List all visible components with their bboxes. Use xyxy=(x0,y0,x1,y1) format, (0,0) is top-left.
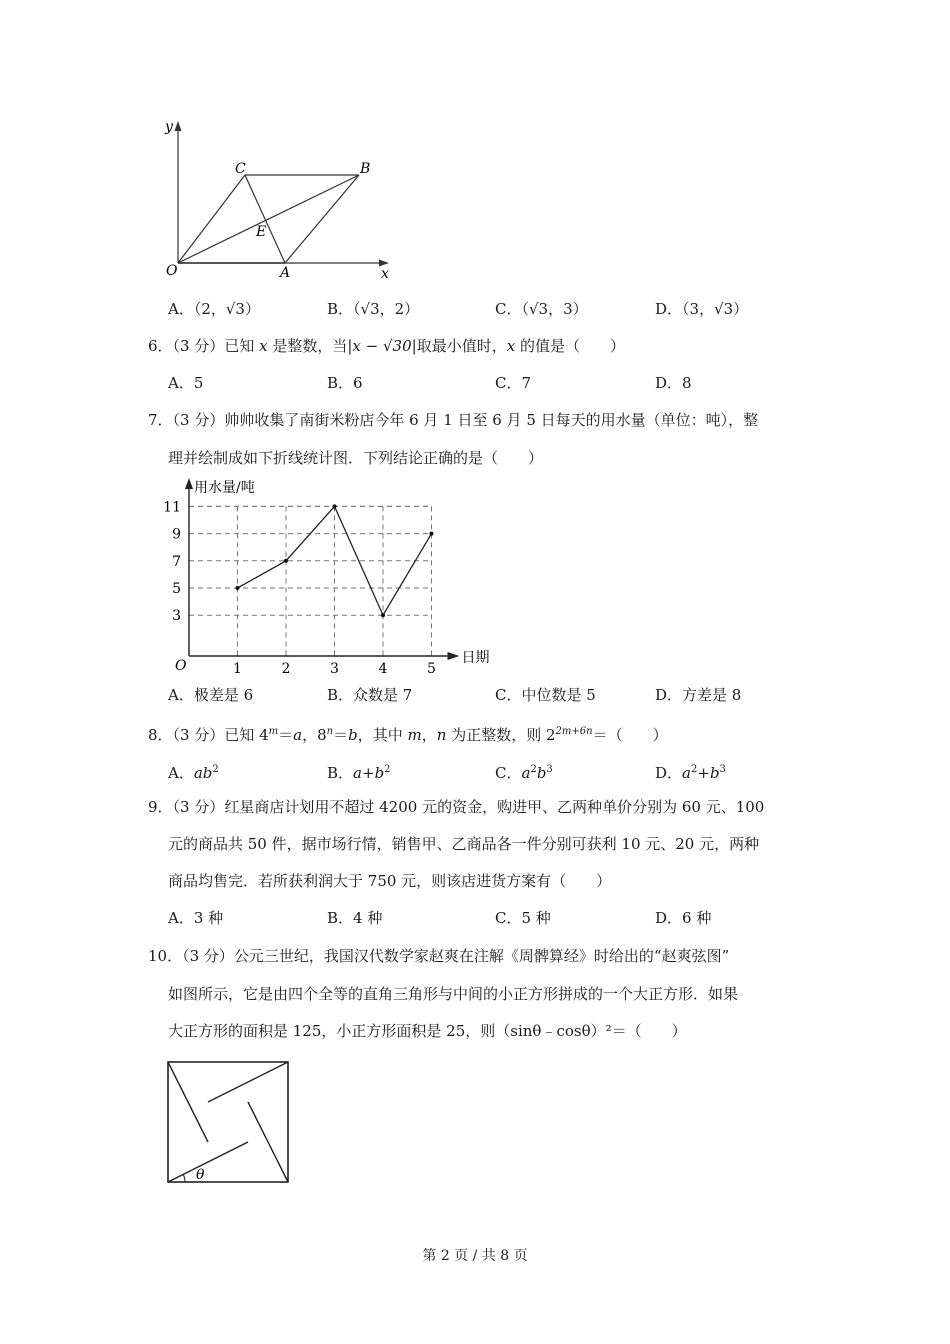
q8-option-d: D．$a^2+b^3$ xyxy=(655,764,726,782)
q9-option-b: B．4 种 xyxy=(327,909,383,927)
q10-zhao-shuang-figure xyxy=(165,1058,293,1186)
point-label-C: C xyxy=(235,161,246,177)
q5-option-a: A．（2，√3） xyxy=(168,300,260,318)
y-tick-label: 11 xyxy=(163,499,181,516)
q9-stem-line1: 9．（3 分）红星商店计划用不超过 4200 元的资金，购进甲、乙两种单价分别为 60 元、100 xyxy=(148,798,765,816)
q5-figure xyxy=(155,115,405,285)
q8-option-c: C．$a^2b^3$ xyxy=(495,764,553,782)
page-footer: 第 2 页 / 共 8 页 xyxy=(422,1248,528,1264)
x-tick-label: 5 xyxy=(427,661,436,677)
q9-stem-line3: 商品均售完．若所获利润大于 750 元，则该店进货方案有（ ） xyxy=(168,872,612,890)
q6-option-b: B．6 xyxy=(327,374,363,392)
q6-option-d: D．8 xyxy=(655,374,692,392)
data-point xyxy=(333,504,337,508)
point-label-E: E xyxy=(256,224,267,240)
axis-label-y: y xyxy=(165,119,173,135)
q7-stem-line1: 7．（3 分）帅帅收集了南街米粉店今年 6 月 1 日至 6 月 5 日每天的用水量（单位：吨），整 xyxy=(148,411,759,429)
x-axis-arrow xyxy=(448,652,460,660)
q10-stem-line2: 如图所示，它是由四个全等的直角三角形与中间的小正方形拼成的一个大正方形．如果 xyxy=(168,985,739,1003)
data-point xyxy=(284,559,288,563)
q8-stem: 8．（3 分）已知 $4^m=a$，$8^n=b$，其中 m，n 为正整数，则 $2^{2m+6n}=$（ ） xyxy=(148,726,668,744)
q8-option-b: B．$a+b^2$ xyxy=(327,764,391,782)
theta-label: θ xyxy=(196,1167,205,1183)
x-tick-label: 2 xyxy=(281,661,291,677)
q9-option-d: D．6 种 xyxy=(655,909,712,927)
data-point xyxy=(236,586,240,590)
q7-option-b: B．众数是 7 xyxy=(327,686,413,704)
q10-stem-line1: 10．（3 分）公元三世纪，我国汉代数学家赵爽在注解《周髀算经》时给出的“赵爽弦图” xyxy=(148,947,730,965)
q6-option-a: A．5 xyxy=(168,374,204,392)
y-tick-label: 5 xyxy=(172,581,181,597)
q9-option-c: C．5 种 xyxy=(495,909,551,927)
x-tick-label: 4 xyxy=(378,661,388,677)
q7-option-a: A．极差是 6 xyxy=(168,686,254,704)
x-tick-label: 1 xyxy=(233,661,242,677)
data-point xyxy=(381,613,385,617)
q9-stem-line2: 元的商品共 50 件，据市场行情，销售甲、乙商品各一件分别可获利 10 元、20 元，两种 xyxy=(168,835,760,853)
q7-option-c: C．中位数是 5 xyxy=(495,686,596,704)
q5-option-d: D．（3，√3） xyxy=(655,300,749,318)
q7-line-chart xyxy=(163,475,490,677)
y-axis-title: 用水量/吨 xyxy=(194,480,255,496)
point-label-B: B xyxy=(360,161,371,177)
axis-label-x: x xyxy=(381,266,389,282)
point-label-O: O xyxy=(166,263,178,279)
q6-stem: 6．（3 分）已知 x 是整数，当|x − √30|取最小值时，x 的值是（ ） xyxy=(148,337,625,355)
x-axis-title: 日期 xyxy=(461,650,490,666)
y-axis-arrow xyxy=(185,478,193,489)
q7-stem-line2: 理并绘制成如下折线统计图．下列结论正确的是（ ） xyxy=(168,449,544,467)
data-point xyxy=(430,532,434,536)
q9-option-a: A．3 种 xyxy=(168,909,224,927)
y-tick-label: 9 xyxy=(172,526,181,543)
y-tick-label: 3 xyxy=(172,608,181,625)
q6-option-c: C．7 xyxy=(495,374,532,392)
q7-option-d: D．方差是 8 xyxy=(655,686,742,704)
q10-stem-line3: 大正方形的面积是 125，小正方形面积是 25，则（sinθ﹣cosθ）²＝（ ） xyxy=(168,1022,687,1040)
point-label-A: A xyxy=(280,265,291,281)
origin-label: O xyxy=(175,658,187,674)
x-tick-label: 3 xyxy=(330,661,339,677)
y-tick-label: 7 xyxy=(172,553,181,570)
q5-option-b: B．（√3，2） xyxy=(327,300,420,318)
q5-option-c: C．（√3，3） xyxy=(495,300,588,318)
q8-option-a: A．$ab^2$ xyxy=(168,764,219,782)
